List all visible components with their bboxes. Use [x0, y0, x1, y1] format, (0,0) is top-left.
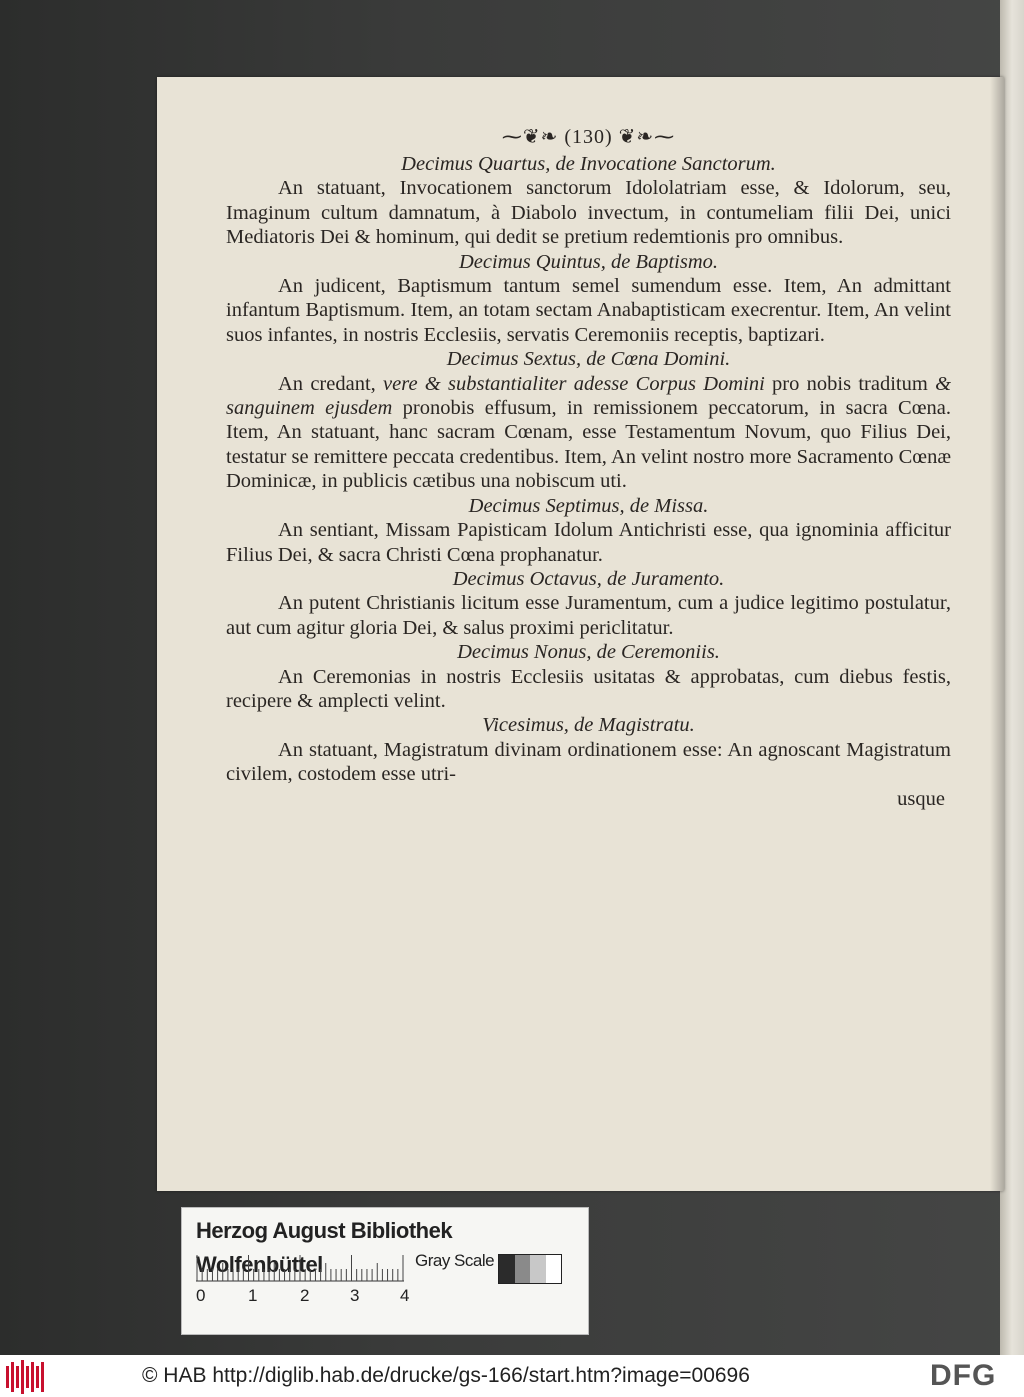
section-paragraph-19: An Ceremonias in nostris Ecclesiis usitatas & approbatas, cum diebus festis, recipere & amplecti velint. [226, 665, 951, 712]
page-number: (130) [564, 126, 613, 148]
page-header [226, 122, 951, 152]
ruler-number: 3 [350, 1286, 360, 1305]
ornament-left-icon: ⁓❦❧ [501, 126, 559, 148]
section-heading-14: Decimus Quartus, de Invocatione Sanctorum. [401, 153, 776, 175]
gray-swatch [546, 1255, 562, 1283]
ruler-number: 1 [248, 1286, 258, 1305]
text-run: pronobis effusum, in remissionem peccatorum, in sacra Cœna. Item, An statuant, hanc sacram Cœnam, esse Testamentum Novum, quo Filius Dei, testatur se remittere peccata credentibus. Item, An velint nostro more Sacramento Cœnæ Dominicæ, in publicis cætibus una nobiscum uti. [226, 397, 951, 493]
section-paragraph-20: An statuant, Magistratum divinam ordinationem esse: An agnoscant Magistratum civilem, costodem esse utri- [226, 738, 951, 786]
section-paragraph-16 [226, 372, 951, 494]
section-heading-20: Vicesimus, de Magistratu. [482, 714, 695, 737]
text-run: pro nobis traditum [764, 372, 936, 395]
copyright-text: © HAB http://diglib.hab.de/drucke/gs-166/start.htm?image=00696 [142, 1364, 750, 1387]
ruler-number: 2 [300, 1286, 310, 1305]
gray-swatch [515, 1255, 531, 1283]
ruler-number: 4 [400, 1286, 410, 1305]
italic-text-run: & sanguinem ejusdem [226, 372, 952, 420]
gray-swatch [499, 1255, 515, 1283]
ornament-right-icon: ❦❧⁓ [618, 126, 676, 148]
hab-barcode-icon [4, 1356, 48, 1396]
gray-scale-label: Gray Scale [415, 1251, 495, 1270]
gray-swatch [530, 1255, 546, 1283]
section-heading-17: Decimus Septimus, de Missa. [468, 494, 709, 517]
italic-text-run: vere & substantialiter adesse Corpus Domini [383, 372, 765, 395]
section-heading-16: Decimus Sextus, de Cœna Domini. [446, 348, 731, 371]
dfg-logo: DFG [930, 1359, 997, 1392]
section-heading-19: Decimus Nonus, de Ceremoniis. [457, 641, 720, 664]
ruler-numbers [192, 1286, 412, 1310]
page-text [226, 122, 951, 811]
library-name: Herzog August Bibliothek Wolfenbüttel [196, 1218, 453, 1277]
page-gutter-shadow [990, 77, 1004, 1191]
section-paragraph-18: An putent Christianis licitum esse Juramentum, cum a judice legitimo postulatur, aut cum agitur gloria Dei, & salus proximi periclitatur. [226, 592, 951, 639]
section-paragraph-17: An sentiant, Missam Papisticam Idolum Antichristi esse, qua ignominia afficitur Filius Dei, & sacra Christi Cœna prophanatur. [226, 519, 951, 566]
section-heading-18: Decimus Octavus, de Juramento. [452, 567, 725, 590]
section-heading-15: Decimus Quintus, de Baptismo. [458, 250, 719, 273]
footer-bar [0, 1355, 1024, 1397]
color-calibration-bar [181, 1207, 589, 1335]
catchword: usque [897, 787, 945, 810]
ruler-icon [196, 1254, 404, 1282]
text-run: An credant, [278, 372, 384, 395]
section-paragraph-14: An statuant, Invocationem sanctorum Idololatriam esse, & Idolorum, seu, Imaginum cultum damnatum, à Diabolo invectum, in contumeliam filii Dei, unici Mediatoris Dei & hominum, qui dedit se pretium redemtionis pro omnibus. [226, 177, 951, 249]
ruler-number: 0 [196, 1286, 206, 1305]
section-paragraph-15: An judicent, Baptismum tantum semel sumendum esse. Item, An admittant infantum Baptismum. Item, an totam sectam Anabaptisticam execrentur. Item, An velint suos infantes, in nostris Ecclesiis, servatis Ceremoniis receptis, baptizari. [226, 275, 951, 346]
gray-scale-swatches [498, 1254, 562, 1284]
